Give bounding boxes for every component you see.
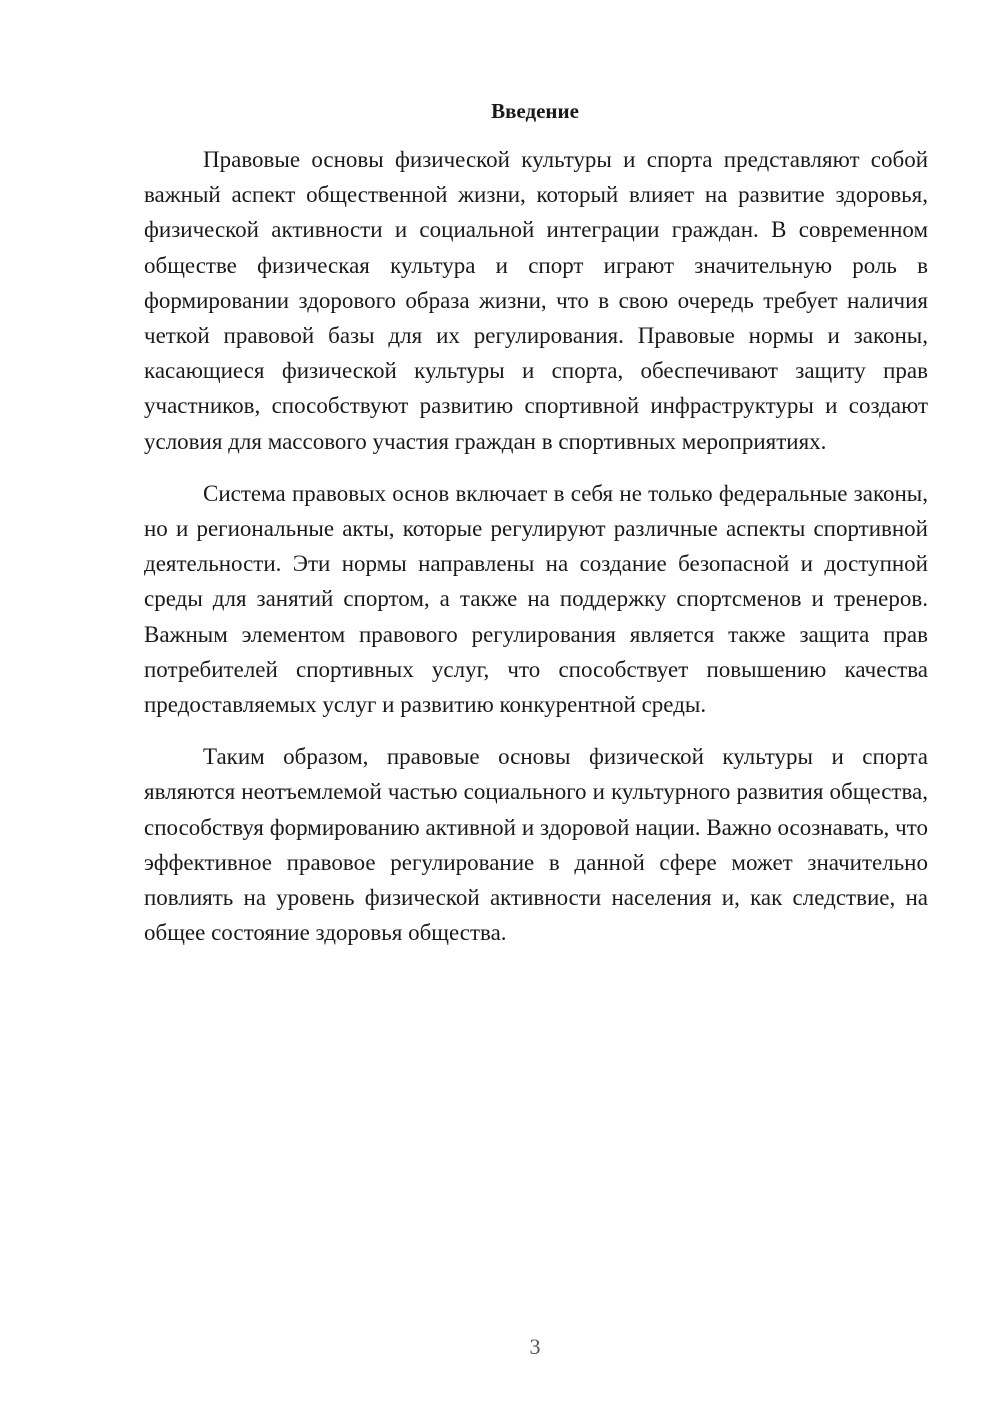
paragraph-2: Система правовых основ включает в себя не только федеральные законы, но и региональные акты, которые регулируют различные аспекты спортивной деятельности. Эти нормы направлены на создание безопасной и доступной среды для занятий спортом, а также на поддержку спортсменов и тренеров. Важным элементом правового регулирования является также защита прав потребителей спортивных услуг, что способствует повышению качества предоставляемых услуг и развитию конкурентной среды. bbox=[144, 480, 928, 718]
paragraph-3: Таким образом, правовые основы физической культуры и спорта являются неотъемлемой частью социального и культурного развития общества, способствуя формированию активной и здоровой нации. Важно осознавать, что эффективное правовое регулирование в данной сфере может значительно повлиять на уровень физической активности населения и, как следствие, на общее состояние здоровья общества. bbox=[144, 744, 928, 946]
paragraph-1: Правовые основы физической культуры и спорта представляют собой важный аспект общественной жизни, который влияет на развитие здоровья, физической активности и социальной интеграции граждан. В современном обществе физическая культура и спорт играют значительную роль в формировании здорового образа жизни, что в свою очередь требует наличия четкой правовой базы для их регулирования. Правовые нормы и законы, касающиеся физической культуры и спорта, обеспечивают защиту прав участников, способствуют развитию спортивной инфраструктуры и создают условия для массового участия граждан в спортивных мероприятиях. bbox=[144, 147, 928, 454]
section-heading: Введение bbox=[491, 99, 579, 123]
body-text bbox=[144, 142, 928, 967]
page-number: 3 bbox=[529, 1334, 541, 1359]
